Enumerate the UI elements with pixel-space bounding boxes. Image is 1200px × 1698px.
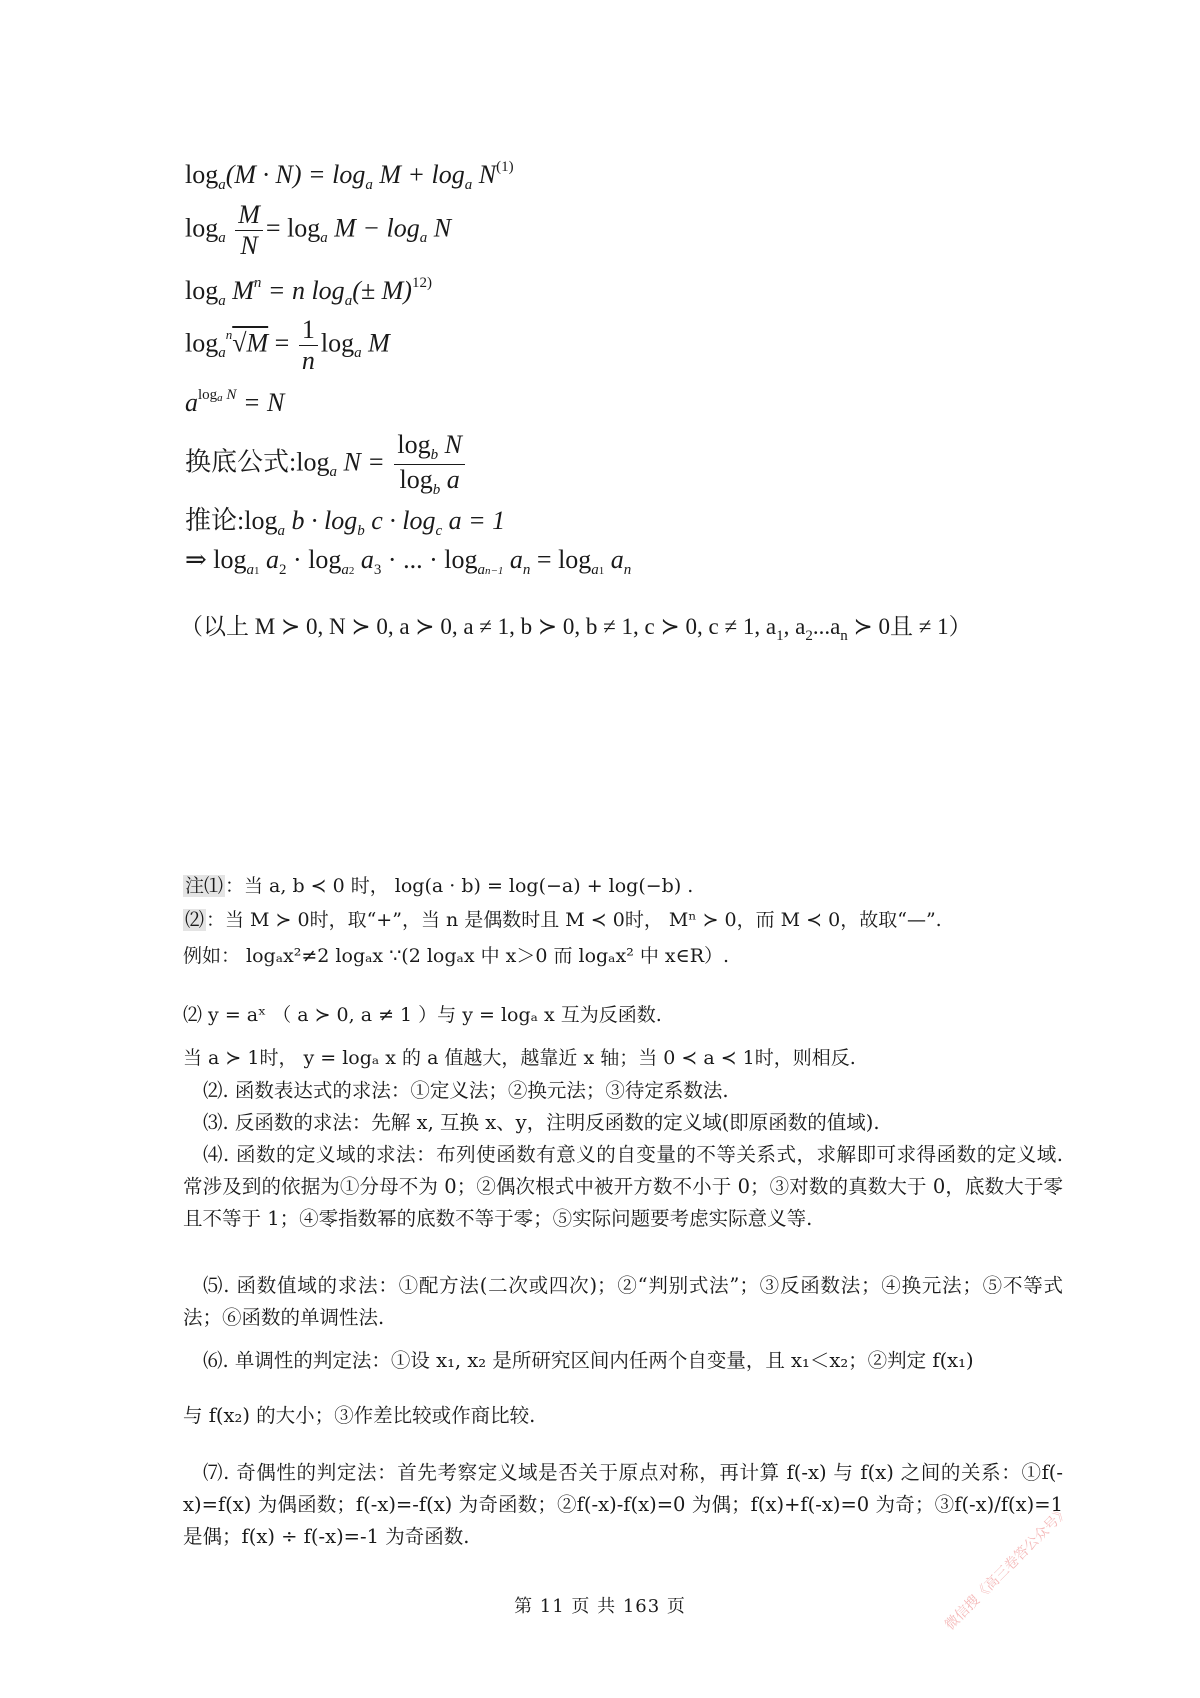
watermark: 微信搜《高三卷答公众号》 — [942, 1503, 1073, 1634]
formula-log-product: $\log_a(M \cdot N) = \log_a M + \log_a N^{(1)}$ — [185, 159, 514, 193]
paragraph-inverse-method: ⑶. 反函数的求法：先解 x, 互换 x、y，注明反函数的定义域(即原函数的值域). — [203, 1111, 880, 1134]
paragraph-monotonicity-b: 与 f(x₂) 的大小；③作差比较或作商比较. — [183, 1404, 536, 1427]
formula-log-power: $\log_a M^n = n$ $\log_a(\pm M)^{12)}$ — [185, 275, 432, 309]
note-example: 例如： logₐx²≠2 logₐx ∵(2 logₐx 中 x＞0 而 logₐx² 中 x∈R）. — [183, 945, 730, 967]
paragraph-domain-method: ⑷. 函数的定义域的求法：布列使函数有意义的自变量的不等关系式，求解即可求得函数的定义域. 常涉及到的依据为①分母不为 0；②偶次根式中被开方数不小于 0；③对数的真数大于 0，底数大于零且不等于 1；④零指数幂的底数不等于零；⑤实际问题要考虑实际意义等. — [183, 1143, 1063, 1230]
formula-corollary: 推论$:\log_a$ $b \cdot \log_b c \cdot \log_c a = 1$ — [185, 506, 506, 539]
formula-log-quotient: $\log_a$ $\frac{M}{N}$ = $\log_a M - \log_a N$ — [185, 200, 452, 260]
page-footer: 第 11 页 共 163 页 — [514, 1596, 686, 1617]
note-2: ⑵ ：当 M ≻ 0时，取“+”，当 n 是偶数时且 M ≺ 0时， Mⁿ ≻ 0，而 M ≺ 0，故取“—”. — [185, 909, 942, 931]
monotonic-behavior-line: 当 a ≻ 1时， y = logₐ x 的 a 值越大，越靠近 x 轴；当 0 ≺ a ≺ 1时，则相反. — [183, 1047, 856, 1069]
formula-exp-log-identity: $a^{loga}$ $^N$ = N — [185, 387, 285, 417]
conditions-note: （以上 M ≻ 0, N ≻ 0, a ≻ 0, a ≠ 1, b ≻ 0, b ≠ 1, c ≻ 0, c ≠ 1, $a_1$, $a_2...a_n$ ≻ 0且 ≠ 1） — [180, 614, 972, 644]
formula-chain-rule: ⇒ $\log_{a1} a_2 \cdot \log_{a2} a_3$ · ... · $\log_{an-1} a_n = \log_{a1} a_n$ — [185, 545, 632, 578]
formula-change-of-base: 换底公式$:\log_a$ N = $\frac{\log_b N}{\log_b a}$ — [185, 430, 468, 499]
paragraph-expression-method: ⑵. 函数表达式的求法：①定义法；②换元法；③待定系数法. — [203, 1079, 729, 1102]
paragraph-monotonicity-a: ⑹. 单调性的判定法：①设 x₁, x₂ 是所研究区间内任两个自变量，且 x₁＜x₂；②判定 f(x₁) — [203, 1349, 974, 1372]
paragraph-parity-method: ⑺. 奇偶性的判定法：首先考察定义域是否关于原点对称，再计算 f(-x) 与 f(x) 之间的关系：①f(-x)=f(x) 为偶函数；f(-x)=-f(x) 为奇函数；②f(-x)-f(x)=0 为偶；f(x)+f(-x)=0 为奇；③f(-x)/f(x)=1 是偶；f(x) ÷ f(-x)=-1 为奇函数. — [183, 1461, 1063, 1548]
inverse-function-line: ⑵ y = aˣ （ a ≻ 0, a ≠ 1 ）与 y = logₐ x 互为反函数. — [183, 1004, 662, 1026]
paragraph-range-method: ⑸. 函数值域的求法：①配方法(二次或四次)；②“判别式法”；③反函数法；④换元法；⑤不等式法；⑥函数的单调性法. — [183, 1274, 1063, 1329]
note-1: 注⑴ ：当 a, b ≺ 0 时， log(a · b) = log(−a) + log(−b) . — [185, 875, 694, 897]
formula-log-root: $\log_a^n√M$ = $\frac{1}{n}$ $\log_a M$ — [185, 315, 390, 375]
